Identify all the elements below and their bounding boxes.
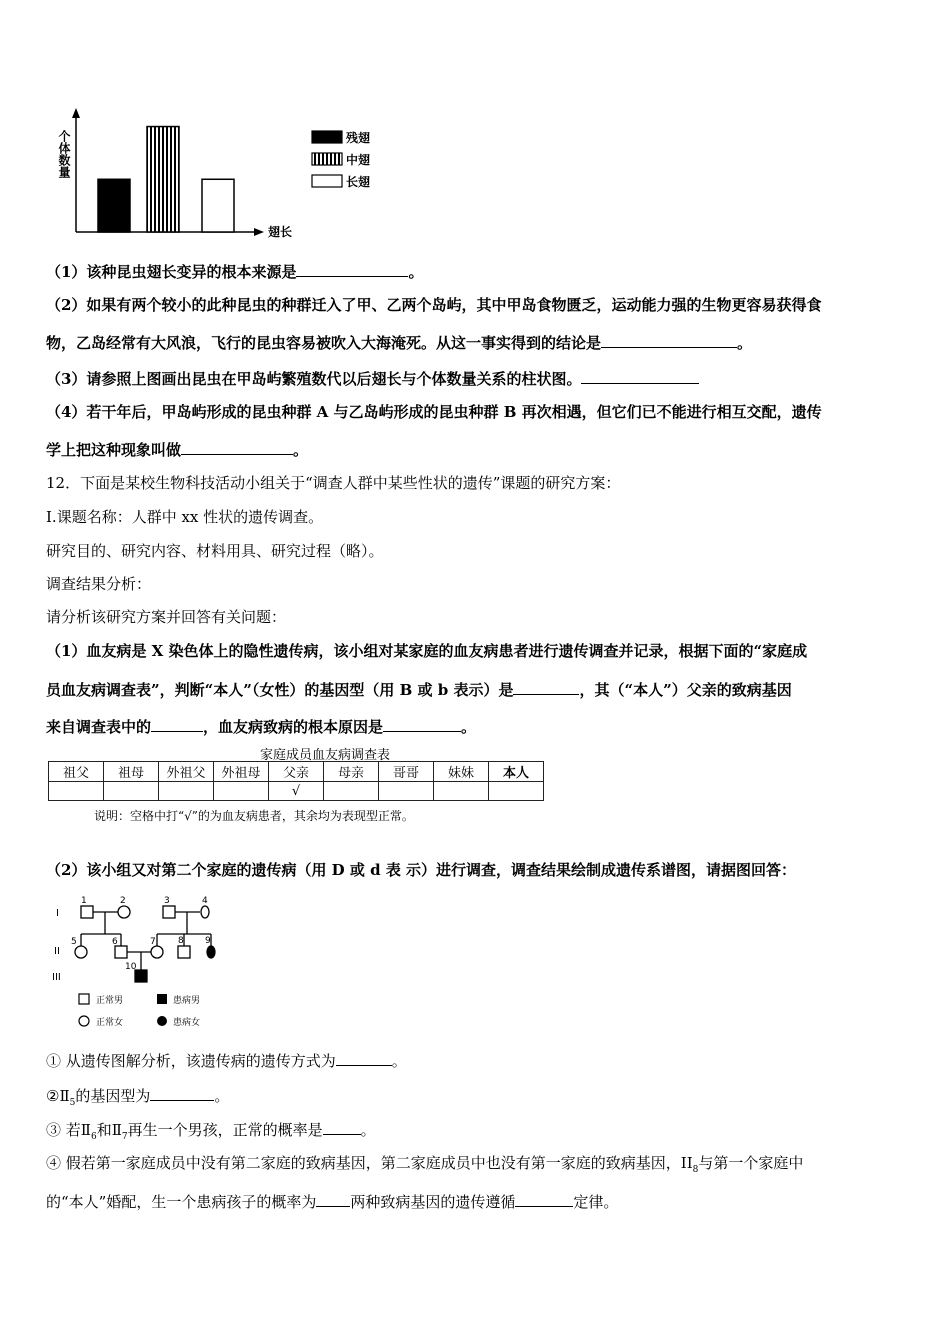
table-header-cell: 哥哥 xyxy=(379,762,434,782)
pedigree-node-9 xyxy=(207,946,215,958)
pedigree-number: 7 xyxy=(150,937,156,947)
answer-blank[interactable] xyxy=(181,439,293,455)
table-mark-row xyxy=(49,782,544,801)
q11-part2-line2: 物，乙岛经常有大风浪，飞行的昆虫容易被吹入大海淹死。从这一事实得到的结论是 。 xyxy=(46,334,753,352)
q12-part2: （2）该小组又对第二个家庭的遗传病（用 D 或 d 表 示）进行调查，调查结果绘制成遗传系谱图，请据图回答： xyxy=(46,861,797,879)
pedigree-lines xyxy=(81,912,211,970)
q11-part1: （1）该种昆虫翅长变异的根本来源是 。 xyxy=(46,263,424,281)
gen-label-1: I xyxy=(56,908,59,919)
table-mark-cell xyxy=(434,782,489,801)
pedigree-node-5 xyxy=(75,946,87,958)
table-header-cell: 祖父 xyxy=(49,762,104,782)
legend-label-3: 长翅 xyxy=(346,175,371,189)
table-mark-cell xyxy=(489,782,544,801)
bar-3 xyxy=(202,179,234,232)
y-axis-label: 个体数量 xyxy=(57,130,71,178)
survey-table-note: 说明：空格中打“√”的为血友病患者，其余均为表现型正常。 xyxy=(94,809,414,823)
pedigree-node-2 xyxy=(118,906,130,918)
q11-part4-line2: 学上把这种现象叫做 。 xyxy=(46,441,309,459)
legend-swatch-3 xyxy=(312,175,342,187)
legend-normal-female-label: 正常女 xyxy=(96,1018,124,1028)
q11-part3: （3）请参照上图画出昆虫在甲岛屿繁殖数代以后翅长与个体数量关系的柱状图。 xyxy=(46,368,699,389)
legend-normal-male-label: 正常男 xyxy=(96,996,124,1006)
legend-affected-male-icon xyxy=(157,994,167,1004)
x-axis-arrow xyxy=(254,228,264,236)
table-header-cell: 外祖母 xyxy=(214,762,269,782)
pedigree-node-8 xyxy=(178,946,190,958)
bar-1 xyxy=(98,179,130,232)
legend-label-1: 残翅 xyxy=(346,131,371,145)
table-header-row xyxy=(49,762,544,782)
table-header-cell: 母亲 xyxy=(324,762,379,782)
pedigree-number: 10 xyxy=(125,962,137,972)
answer-blank[interactable] xyxy=(296,261,408,277)
answer-blank[interactable] xyxy=(581,368,699,384)
q12-sub1: ① 从遗传图解分析，该遗传病的遗传方式为 。 xyxy=(46,1052,407,1070)
q11-part2-line1: （2）如果有两个较小的此种昆虫的种群迁入了甲、乙两个岛屿，其中甲岛食物匮乏，运动能力强的生物更容易获得食 xyxy=(46,296,822,314)
answer-blank[interactable] xyxy=(383,716,461,732)
survey-table xyxy=(48,761,544,801)
q12-sub2: $②Ⅱ_5$的基因型为 。 xyxy=(46,1087,230,1108)
pedigree-number: 6 xyxy=(112,937,118,947)
q12-topic: I.课题名称：人群中 xx 性状的遗传调查。 xyxy=(46,508,324,526)
pedigree-legend xyxy=(79,994,200,1028)
legend-affected-female-label: 患病女 xyxy=(173,1018,201,1028)
q12-instruction: 请分析该研究方案并回答有关问题： xyxy=(46,608,287,626)
table-header-cell: 祖母 xyxy=(104,762,159,782)
pedigree-number: 9 xyxy=(205,936,211,946)
q12-sub3: ③ 若$Ⅱ_6$和$Ⅱ_7$再生一个男孩，正常的概率是 。 xyxy=(46,1121,376,1142)
pedigree-number: 1 xyxy=(81,896,87,906)
q11-part4-line1: （4）若干年后，甲岛屿形成的昆虫种群 A 与乙岛屿形成的昆虫种群 B 再次相遇，但它们已不能进行相互交配，遗传 xyxy=(46,403,822,421)
pedigree-number: 2 xyxy=(120,896,126,906)
answer-blank[interactable] xyxy=(316,1191,350,1207)
q12-part1-line2: 员血友病调查表”，判断“本人”（女性）的基因型（用 B 或 b 表示）是 ，其（“本人”）父亲的致病基因 xyxy=(46,681,792,699)
y-axis-arrow xyxy=(72,108,80,118)
pedigree-node-6 xyxy=(115,946,127,958)
pedigree-node-4 xyxy=(201,906,209,918)
q12-outline: 研究目的、研究内容、材料用具、研究过程（略）。 xyxy=(46,542,384,560)
answer-blank[interactable] xyxy=(150,1085,214,1101)
q12-analysis-heading: 调查结果分析： xyxy=(46,575,152,593)
q12-sub4-line1: ④ 假若第一家庭成员中没有第二家庭的致病基因，第二家庭成员中也没有第一家庭的致病基因，$II_8$与第一个家庭中 xyxy=(46,1154,804,1175)
pedigree-number: 4 xyxy=(202,896,208,906)
answer-blank[interactable] xyxy=(513,679,579,695)
legend-label-2: 中翅 xyxy=(346,153,371,167)
table-mark-cell xyxy=(324,782,379,801)
answer-blank[interactable] xyxy=(336,1050,392,1066)
survey-table-title: 家庭成员血友病调查表 xyxy=(260,748,391,763)
table-header-cell: 妹妹 xyxy=(434,762,489,782)
q12-title: 12．下面是某校生物科技活动小组关于“调查人群中某些性状的遗传”课题的研究方案： xyxy=(46,474,621,492)
wing-length-bar-chart xyxy=(50,100,380,240)
pedigree-chart xyxy=(46,890,276,1035)
legend-swatch-1 xyxy=(312,131,342,143)
legend-normal-female-icon xyxy=(79,1016,89,1026)
pedigree-node-3 xyxy=(163,906,175,918)
bar-2 xyxy=(147,127,179,232)
pedigree-node-10 xyxy=(135,970,147,982)
answer-blank[interactable] xyxy=(151,716,203,732)
table-mark-cell xyxy=(104,782,159,801)
legend-affected-female-icon xyxy=(157,1016,167,1026)
q12-part1-line1: （1）血友病是 X 染色体上的隐性遗传病，该小组对某家庭的血友病患者进行遗传调查并记录，根据下面的“家庭成 xyxy=(46,642,808,660)
table-mark-cell xyxy=(214,782,269,801)
table-header-cell: 本人 xyxy=(489,762,544,782)
table-mark-cell: √ xyxy=(269,782,324,801)
gen-label-3: III xyxy=(52,972,61,983)
table-mark-cell xyxy=(379,782,434,801)
table-header-cell: 父亲 xyxy=(269,762,324,782)
generation-labels xyxy=(52,908,61,983)
legend-affected-male-label: 患病男 xyxy=(173,996,201,1006)
pedigree-number: 8 xyxy=(178,936,184,946)
table-mark-cell xyxy=(49,782,104,801)
x-axis-label: 翅长 xyxy=(268,225,293,239)
legend-normal-male-icon xyxy=(79,994,89,1004)
table-mark-cell xyxy=(159,782,214,801)
pedigree-node-1 xyxy=(81,906,93,918)
legend-swatch-2 xyxy=(312,153,342,165)
table-header-cell: 外祖父 xyxy=(159,762,214,782)
answer-blank[interactable] xyxy=(323,1119,361,1135)
answer-blank[interactable] xyxy=(515,1191,573,1207)
answer-blank[interactable] xyxy=(601,332,737,348)
gen-label-2: II xyxy=(54,946,60,957)
pedigree-number: 5 xyxy=(71,937,77,947)
q12-sub4-line2: 的“本人”婚配，生一个患病孩子的概率为 两种致病基因的遗传遵循 定律。 xyxy=(46,1193,619,1211)
q12-part1-line3: 来自调查表中的 ，血友病致病的根本原因是 。 xyxy=(46,718,477,736)
pedigree-number: 3 xyxy=(164,896,170,906)
pedigree-node-7 xyxy=(151,946,163,958)
